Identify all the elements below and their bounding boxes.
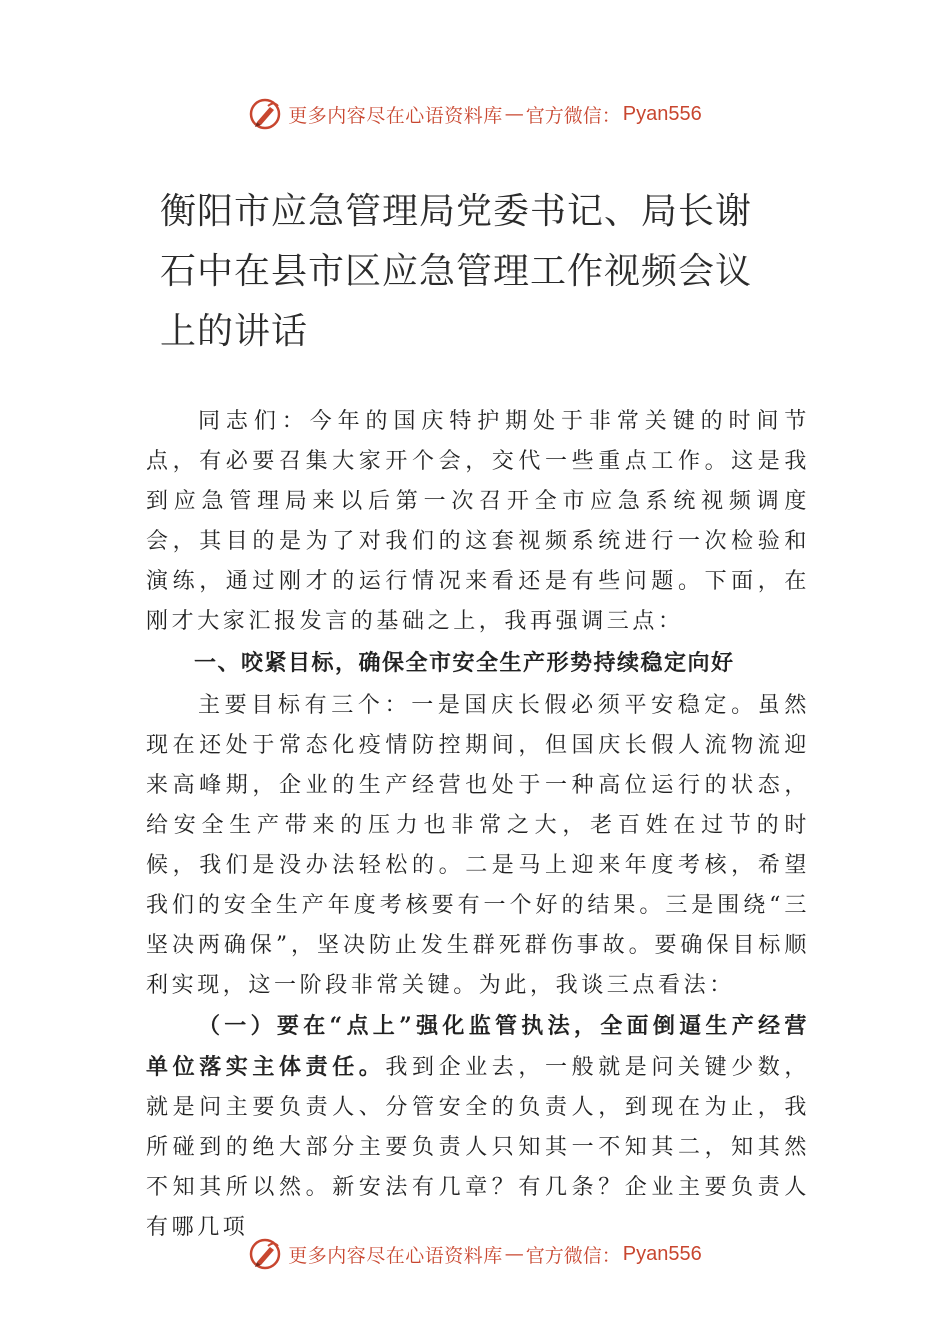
watermark-wechat-label: 官方微信：: [525, 1244, 621, 1267]
paragraph-point-1: [146, 1006, 810, 1248]
watermark-banner-top: [0, 94, 950, 134]
paragraph-point-1-text: 我到企业去，一般就是问关键少数，就是问主要负责人、分管安全的负责人，到现在为止，我所碰到的绝大部分主要负责人只知其一不知其二，知其然不知其所以然。新安法有几章？有几条？企业主要负责人有哪几项: [146, 1055, 810, 1240]
document-body: [146, 402, 810, 1248]
watermark-wechat-label: 官方微信：: [525, 104, 621, 127]
pen-logo-icon: [248, 1237, 282, 1271]
watermark-wechat-id: Pyan556: [622, 102, 702, 125]
document-title: 衡阳市应急管理局党委书记、局长谢石中在县市区应急管理工作视频会议上的讲话: [160, 191, 753, 352]
watermark-banner-bottom: [0, 1234, 950, 1274]
subheading-point-1: （一）要在“点上”强化监管执法，全面倒逼生产经营单位落实主体责任。: [146, 1013, 810, 1080]
watermark-dash: —: [504, 1243, 524, 1265]
watermark-dash: —: [504, 103, 524, 125]
watermark-text: 更多内容尽在心语资料库: [288, 1244, 503, 1267]
pen-logo-icon: [248, 97, 282, 131]
watermark-text: 更多内容尽在心语资料库: [288, 104, 503, 127]
watermark-wechat-id: Pyan556: [622, 1242, 702, 1265]
section-heading-1: 一、咬紧目标，确保全市安全生产形势持续稳定向好: [194, 651, 735, 676]
paragraph-goals: 主要目标有三个：一是国庆长假必须平安稳定。虽然现在还处于常态化疫情防控期间，但国庆长假人流物流迎来高峰期，企业的生产经营也处于一种高位运行的状态，给安全生产带来的压力也非常之大，老百姓在过节的时候，我们是没办法轻松的。二是马上迎来年度考核，希望我们的安全生产年度考核要有一个好的结果。三是围绕“三坚决两确保”，坚决防止发生群死群伤事故。要确保目标顺利实现，这一阶段非常关键。为此，我谈三点看法：: [146, 693, 810, 998]
paragraph-opening: 同志们：今年的国庆特护期处于非常关键的时间节点，有必要召集大家开个会，交代一些重点工作。这是我到应急管理局来以后第一次召开全市应急系统视频调度会，其目的是为了对我们的这套视频系统进行一次检验和演练，通过刚才的运行情况来看还是有些问题。下面，在刚才大家汇报发言的基础之上，我再强调三点：: [146, 409, 810, 634]
